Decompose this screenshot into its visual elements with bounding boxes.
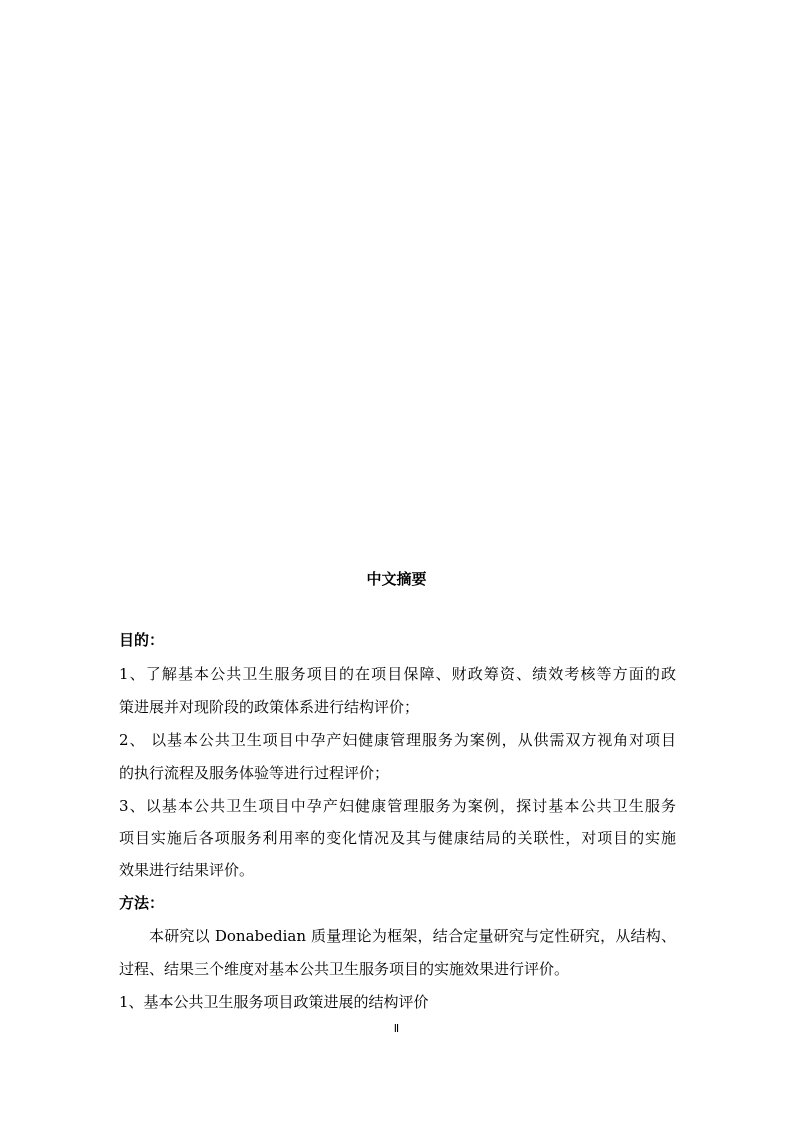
objective-heading: 目的： — [119, 631, 165, 649]
objective-item-3-line-3: 效果进行结果评价。 — [119, 861, 255, 879]
objective-item-1-line-1: 1、了解基本公共卫生服务项目的在项目保障、财政筹资、绩效考核等方面的政 — [119, 665, 676, 683]
objective-item-3-line-1: 3、以基本公共卫生项目中孕产妇健康管理服务为案例，探讨基本公共卫生服务 — [119, 797, 676, 815]
objective-item-2-line-2: 的执行流程及服务体验等进行过程评价； — [119, 764, 390, 782]
method-paragraph-line-2: 过程、结果三个维度对基本公共卫生服务项目的实施效果进行评价。 — [119, 960, 570, 978]
page-title: 中文摘要 — [366, 570, 427, 588]
objective-item-1-line-2: 策进展并对现阶段的政策体系进行结构评价； — [119, 698, 420, 716]
page-number: Ⅱ — [393, 1023, 400, 1035]
method-item-1: 1、基本公共卫生服务项目政策进展的结构评价 — [119, 993, 429, 1011]
method-heading: 方法： — [119, 894, 165, 912]
objective-item-3-line-2: 项目实施后各项服务利用率的变化情况及其与健康结局的关联性，对项目的实施 — [119, 829, 676, 847]
method-paragraph-line-1: 本研究以 Donabedian 质量理论为框架，结合定量研究与定性研究，从结构、 — [149, 927, 676, 945]
objective-item-2-line-1: 2、 以基本公共卫生项目中孕产妇健康管理服务为案例，从供需双方视角对项目 — [119, 731, 676, 749]
